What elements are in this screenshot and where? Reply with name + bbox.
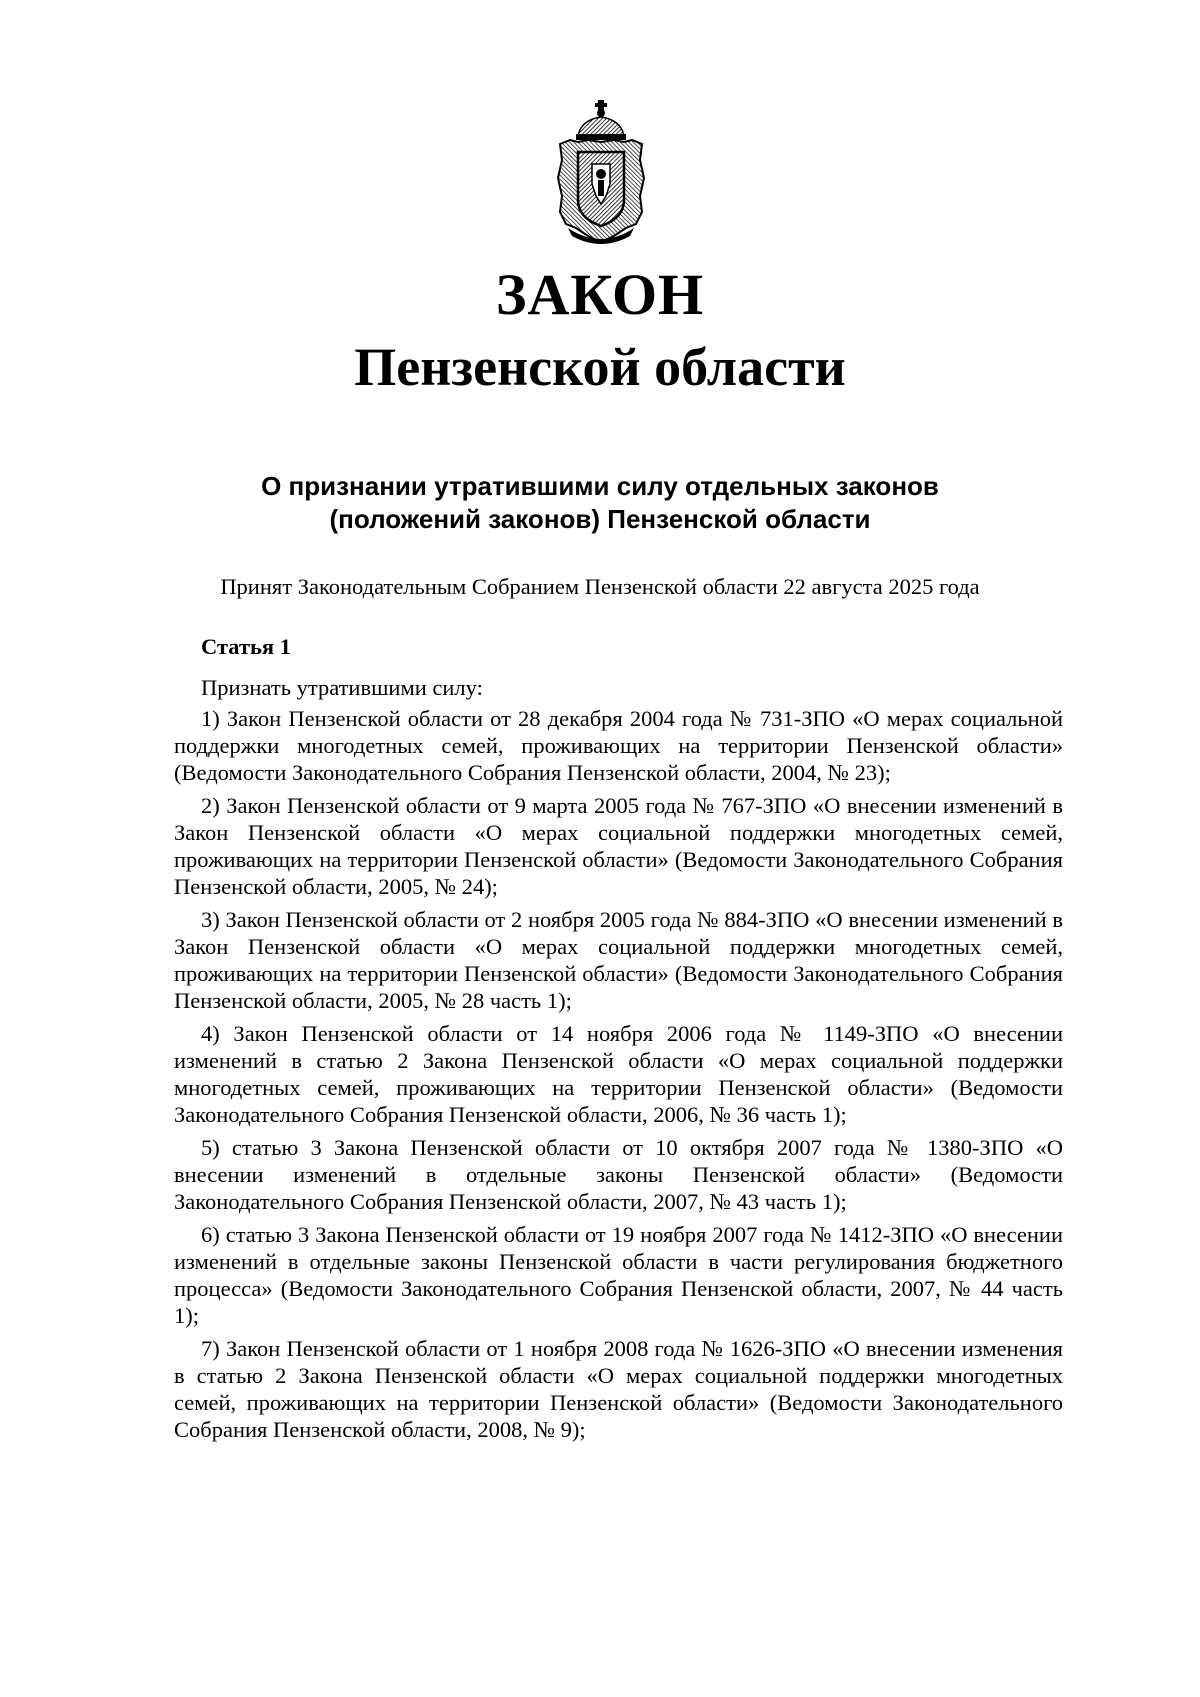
law-heading-line-1: О признании утратившими силу отдельных законов (261, 471, 939, 501)
article-lead: Признать утратившими силу: (201, 675, 483, 700)
document-subtitle: Пензенской области (354, 337, 846, 397)
adoption-statement: Принят Законодательным Собранием Пензенской области 22 августа 2025 года (220, 574, 980, 599)
list-item: 7) Закон Пензенской области от 1 ноября 2008 года № 1626-ЗПО «О внесении изменения в статью 2 Закона Пензенской области «О мерах социальной поддержки многодетных семей, проживающих на территории Пензенской области» (Ведомости Законодательного Собрания Пензенской области, 2008, № 9); (174, 1336, 1063, 1442)
law-heading (0, 470, 1200, 536)
list-item: 3) Закон Пензенской области от 2 ноября 2005 года № 884-ЗПО «О внесении изменений в Закон Пензенской области «О мерах социальной поддержки многодетных семей, проживающих на территории Пензенской области» (Ведомости Законодательного Собрания Пензенской области, 2005, № 28 часть 1); (174, 907, 1063, 1013)
list-item: 4) Закон Пензенской области от 14 ноября 2006 года № 1149-ЗПО «О внесении изменений в статью 2 Закона Пензенской области «О мерах социальной поддержки многодетных семей, проживающих на территории Пензенской области» (Ведомости Законодательного Собрания Пензенской области, 2006, № 36 часть 1); (174, 1021, 1063, 1127)
list-item: 1) Закон Пензенской области от 28 декабря 2004 года № 731-ЗПО «О мерах социальной поддержки многодетных семей, проживающих на территории Пензенской области» (Ведомости Законодательного Собрания Пензенской области, 2004, № 23); (174, 706, 1063, 785)
coat-of-arms-icon (548, 100, 654, 250)
list-item: 5) статью 3 Закона Пензенской области от 10 октября 2007 года № 1380-ЗПО «О внесении изменений в отдельные законы Пензенской области» (Ведомости Законодательного Собрания Пензенской области, 2007, № 43 часть 1); (174, 1135, 1063, 1214)
article-title: Статья 1 (201, 634, 291, 659)
law-heading-line-2: (положений законов) Пензенской области (329, 504, 871, 534)
article-body (174, 674, 1063, 1449)
document-title: ЗАКОН (495, 262, 705, 327)
list-item: 2) Закон Пензенской области от 9 марта 2005 года № 767-ЗПО «О внесении изменений в Закон Пензенской области «О мерах социальной поддержки многодетных семей, проживающих на территории Пензенской области» (Ведомости Законодательного Собрания Пензенской области, 2005, № 24); (174, 793, 1063, 899)
list-item: 6) статью 3 Закона Пензенской области от 19 ноября 2007 года № 1412-ЗПО «О внесении изменений в отдельные законы Пензенской области в части регулирования бюджетного процесса» (Ведомости Законодательного Собрания Пензенской области, 2007, № 44 часть 1); (174, 1222, 1063, 1328)
